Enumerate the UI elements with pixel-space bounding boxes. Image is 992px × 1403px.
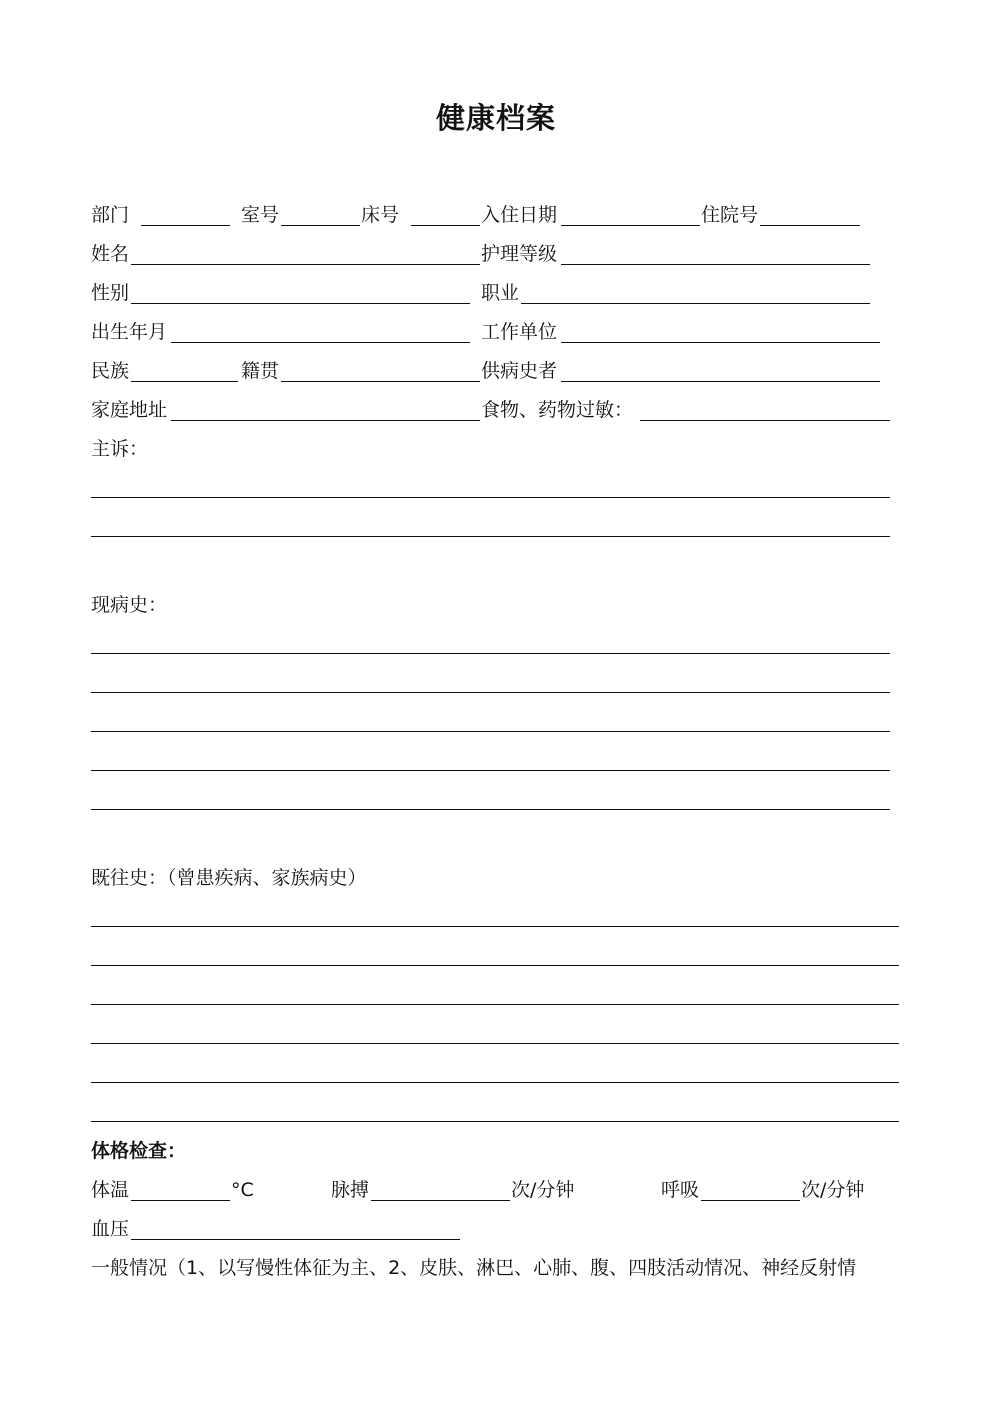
past-history-line[interactable] xyxy=(91,1082,899,1083)
temperature-label: 体温 xyxy=(91,1179,130,1201)
blood-pressure-field[interactable] xyxy=(131,1239,460,1240)
blood-pressure-label: 血压 xyxy=(91,1218,130,1240)
chief-complaint-line[interactable] xyxy=(91,497,890,498)
pulse-label: 脉搏 xyxy=(331,1179,370,1201)
present-illness-label: 现病史： xyxy=(91,594,168,616)
department-label: 部门 xyxy=(91,204,130,226)
chief-complaint-line[interactable] xyxy=(91,536,890,537)
general-condition-text: 一般情况（1、以写慢性体征为主、2、皮肤、淋巴、心肺、腹、四肢活动情况、神经反射情 xyxy=(91,1257,857,1279)
allergy-label: 食物、药物过敏： xyxy=(481,399,634,421)
name-field[interactable] xyxy=(131,264,480,265)
present-illness-line[interactable] xyxy=(91,692,890,693)
bed-label: 床号 xyxy=(361,204,400,226)
room-label: 室号 xyxy=(241,204,280,226)
gender-field[interactable] xyxy=(131,303,470,304)
admit-date-field[interactable] xyxy=(561,225,700,226)
page-title: 健康档案 xyxy=(435,101,556,135)
hospital-no-field[interactable] xyxy=(760,225,860,226)
address-field[interactable] xyxy=(171,420,480,421)
department-field[interactable] xyxy=(141,225,230,226)
hospital-no-label: 住院号 xyxy=(701,204,759,226)
present-illness-line[interactable] xyxy=(91,653,890,654)
native-place-field[interactable] xyxy=(281,381,480,382)
present-illness-line[interactable] xyxy=(91,770,890,771)
birth-label: 出生年月 xyxy=(91,321,168,343)
address-label: 家庭地址 xyxy=(91,399,168,421)
native-place-label: 籍贯 xyxy=(241,360,280,382)
history-provider-label: 供病史者 xyxy=(481,360,558,382)
gender-label: 性别 xyxy=(91,282,130,304)
respiration-label: 呼吸 xyxy=(661,1179,700,1201)
history-provider-field[interactable] xyxy=(561,381,880,382)
occupation-field[interactable] xyxy=(521,303,870,304)
allergy-field[interactable] xyxy=(640,420,890,421)
work-unit-field[interactable] xyxy=(561,342,880,343)
past-history-line[interactable] xyxy=(91,1121,899,1122)
present-illness-line[interactable] xyxy=(91,809,890,810)
past-history-line[interactable] xyxy=(91,1043,899,1044)
pulse-unit: 次/分钟 xyxy=(511,1179,575,1201)
chief-complaint-label: 主诉： xyxy=(91,438,149,460)
ethnicity-field[interactable] xyxy=(131,381,238,382)
bed-field[interactable] xyxy=(411,225,480,226)
past-history-line[interactable] xyxy=(91,965,899,966)
pulse-field[interactable] xyxy=(371,1200,510,1201)
resp-unit: 次/分钟 xyxy=(801,1179,865,1201)
temperature-field[interactable] xyxy=(131,1200,230,1201)
room-field[interactable] xyxy=(281,225,360,226)
respiration-field[interactable] xyxy=(701,1200,800,1201)
care-level-field[interactable] xyxy=(561,264,870,265)
past-history-line[interactable] xyxy=(91,1004,899,1005)
past-history-label: 既往史：（曾患疾病、家族病史） xyxy=(91,867,367,889)
temp-unit: °C xyxy=(231,1179,254,1201)
present-illness-line[interactable] xyxy=(91,731,890,732)
name-label: 姓名 xyxy=(91,243,130,265)
occupation-label: 职业 xyxy=(481,282,520,304)
work-unit-label: 工作单位 xyxy=(481,321,558,343)
care-level-label: 护理等级 xyxy=(481,243,558,265)
birth-field[interactable] xyxy=(171,342,470,343)
physical-exam-label: 体格检查： xyxy=(91,1140,187,1162)
past-history-line[interactable] xyxy=(91,926,899,927)
admit-date-label: 入住日期 xyxy=(481,204,558,226)
ethnicity-label: 民族 xyxy=(91,360,130,382)
